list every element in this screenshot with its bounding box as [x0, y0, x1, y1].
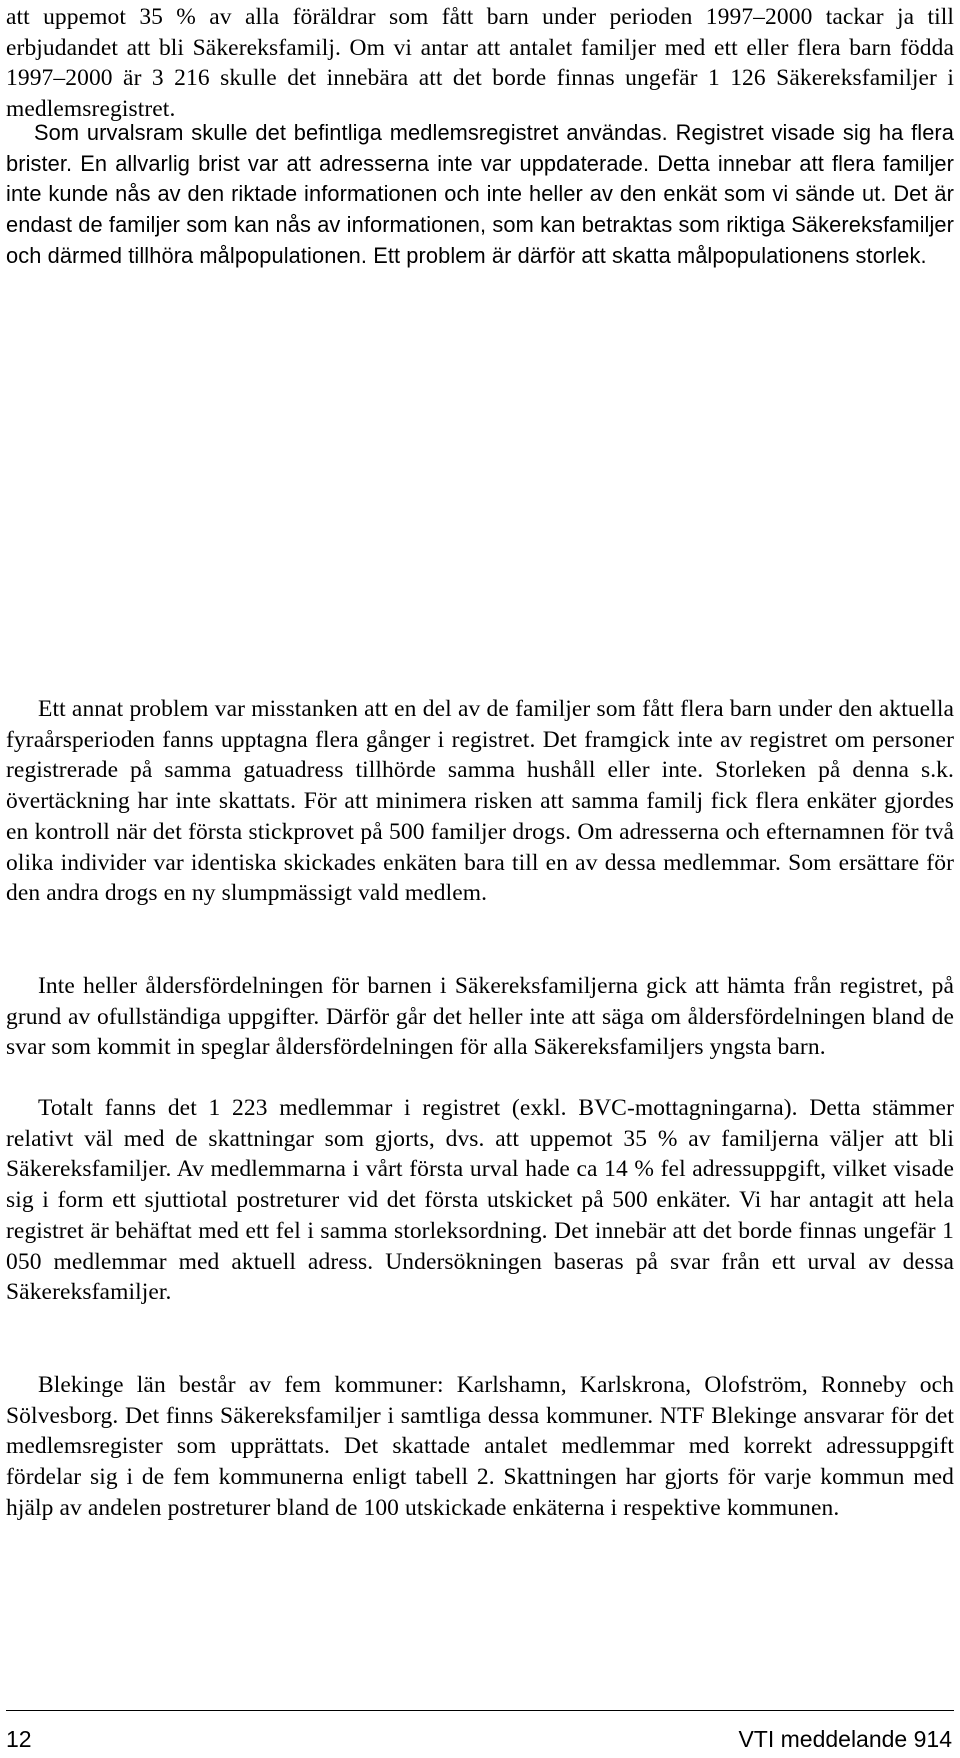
page-number: 12 — [6, 1726, 32, 1752]
paragraph-6: Blekinge län består av fem kommuner: Karlshamn, Karlskrona, Olofström, Ronneby och Sölvesborg. Det finns Säkereksfamiljer i samtliga dessa kommuner. NTF Blekinge ansvarar för det medlemsregister som upprättats. Det skattade antalet medlemmar med korrekt adressuppgift fördelar sig i de fem kommunerna enligt tabell 2. Skattningen har gjorts för varje kommun med hjälp av andelen postreturer bland de 100 utskickade enkäterna i respektive kommunen. — [6, 1372, 954, 1521]
footer-divider — [6, 1710, 954, 1711]
paragraph-3: Ett annat problem var misstanken att en del av de familjer som fått flera barn under den aktuella fyraårsperioden fanns upptagna flera gånger i registret. Det framgick inte av registret om personer registrerade på samma gatuadress tillhörde samma hushåll eller inte. Storleken på denna s.k. övertäckning har inte skattats. För att minimera risken att samma familj fick flera enkäter gjordes en kontroll när det första stickprovet på 500 familjer drogs. Om adresserna och efternamnen för två olika individer var identiska skickades enkäten bara till en av dessa medlemmar. Som ersättare för den andra drogs en ny slumpmässigt vald medlem. — [6, 696, 954, 907]
paragraph-age-distribution-block — [6, 971, 954, 1063]
paragraph-1: att uppemot 35 % av alla föräldrar som fått barn under perioden 1997–2000 tackar ja till erbjudandet att bli Säkereksfamilj. Om vi antar att antalet familjer med ett eller flera barn födda 1997–2000 är 3 216 skulle det innebära att det borde finnas ungefär 1 126 Säkereksfamiljer i medlemsregistret. — [6, 4, 954, 123]
paragraph-blekinge-block — [6, 1370, 954, 1524]
paragraph-register-total-block — [6, 1093, 954, 1308]
paragraph-intro-continued — [6, 2, 954, 125]
paragraph-2: Som urvalsram skulle det befintliga medlemsregistret användas. Registret visade sig ha flera brister. En allvarlig brist var att adresserna inte var uppdaterade. Detta innebar att flera familjer inte kunde nås av den riktade informationen och inte heller av den enkät som vi sände ut. Det är endast de familjer som kan nås av informationen, som kan betraktas som riktiga Säkereksfamiljer och därmed tillhöra målpopulationen. Ett problem är därför att skatta målpopulationens storlek. — [6, 120, 954, 268]
paragraph-5: Totalt fanns det 1 223 medlemmar i registret (exkl. BVC-mottagningarna). Detta stämmer relativt väl med de skattningar som gjorts, dvs. att uppemot 35 % av familjerna väljer att bli Säkereksfamiljer. Av medlemmarna i vårt första urval hade ca 14 % fel adressuppgift, vilket visade sig i form ett sjuttiotal postreturer vid det första utskicket på 500 enkäter. Vi har antagit att hela registret är behäftat med ett fel i samma storleksordning. Det innebär att det borde finnas ungefär 1 050 medlemmar med aktuell adress. Undersökningen baseras på svar från ett urval av dessa Säkereksfamiljer. — [6, 1095, 954, 1306]
paragraph-4: Inte heller åldersfördelningen för barnen i Säkereksfamiljerna gick att hämta från registret, på grund av ofullständiga uppgifter. Därför går det heller inte att säga om åldersfördelningen bland de svar som kommit in speglar åldersfördelningen för alla Säkereksfamiljers yngsta barn. — [6, 973, 954, 1061]
paragraph-overcoverage-block — [6, 694, 954, 909]
paragraph-sampling-frame-block — [6, 118, 954, 272]
publication-label: VTI meddelande 914 — [738, 1726, 952, 1752]
page-footer — [0, 1710, 960, 1758]
